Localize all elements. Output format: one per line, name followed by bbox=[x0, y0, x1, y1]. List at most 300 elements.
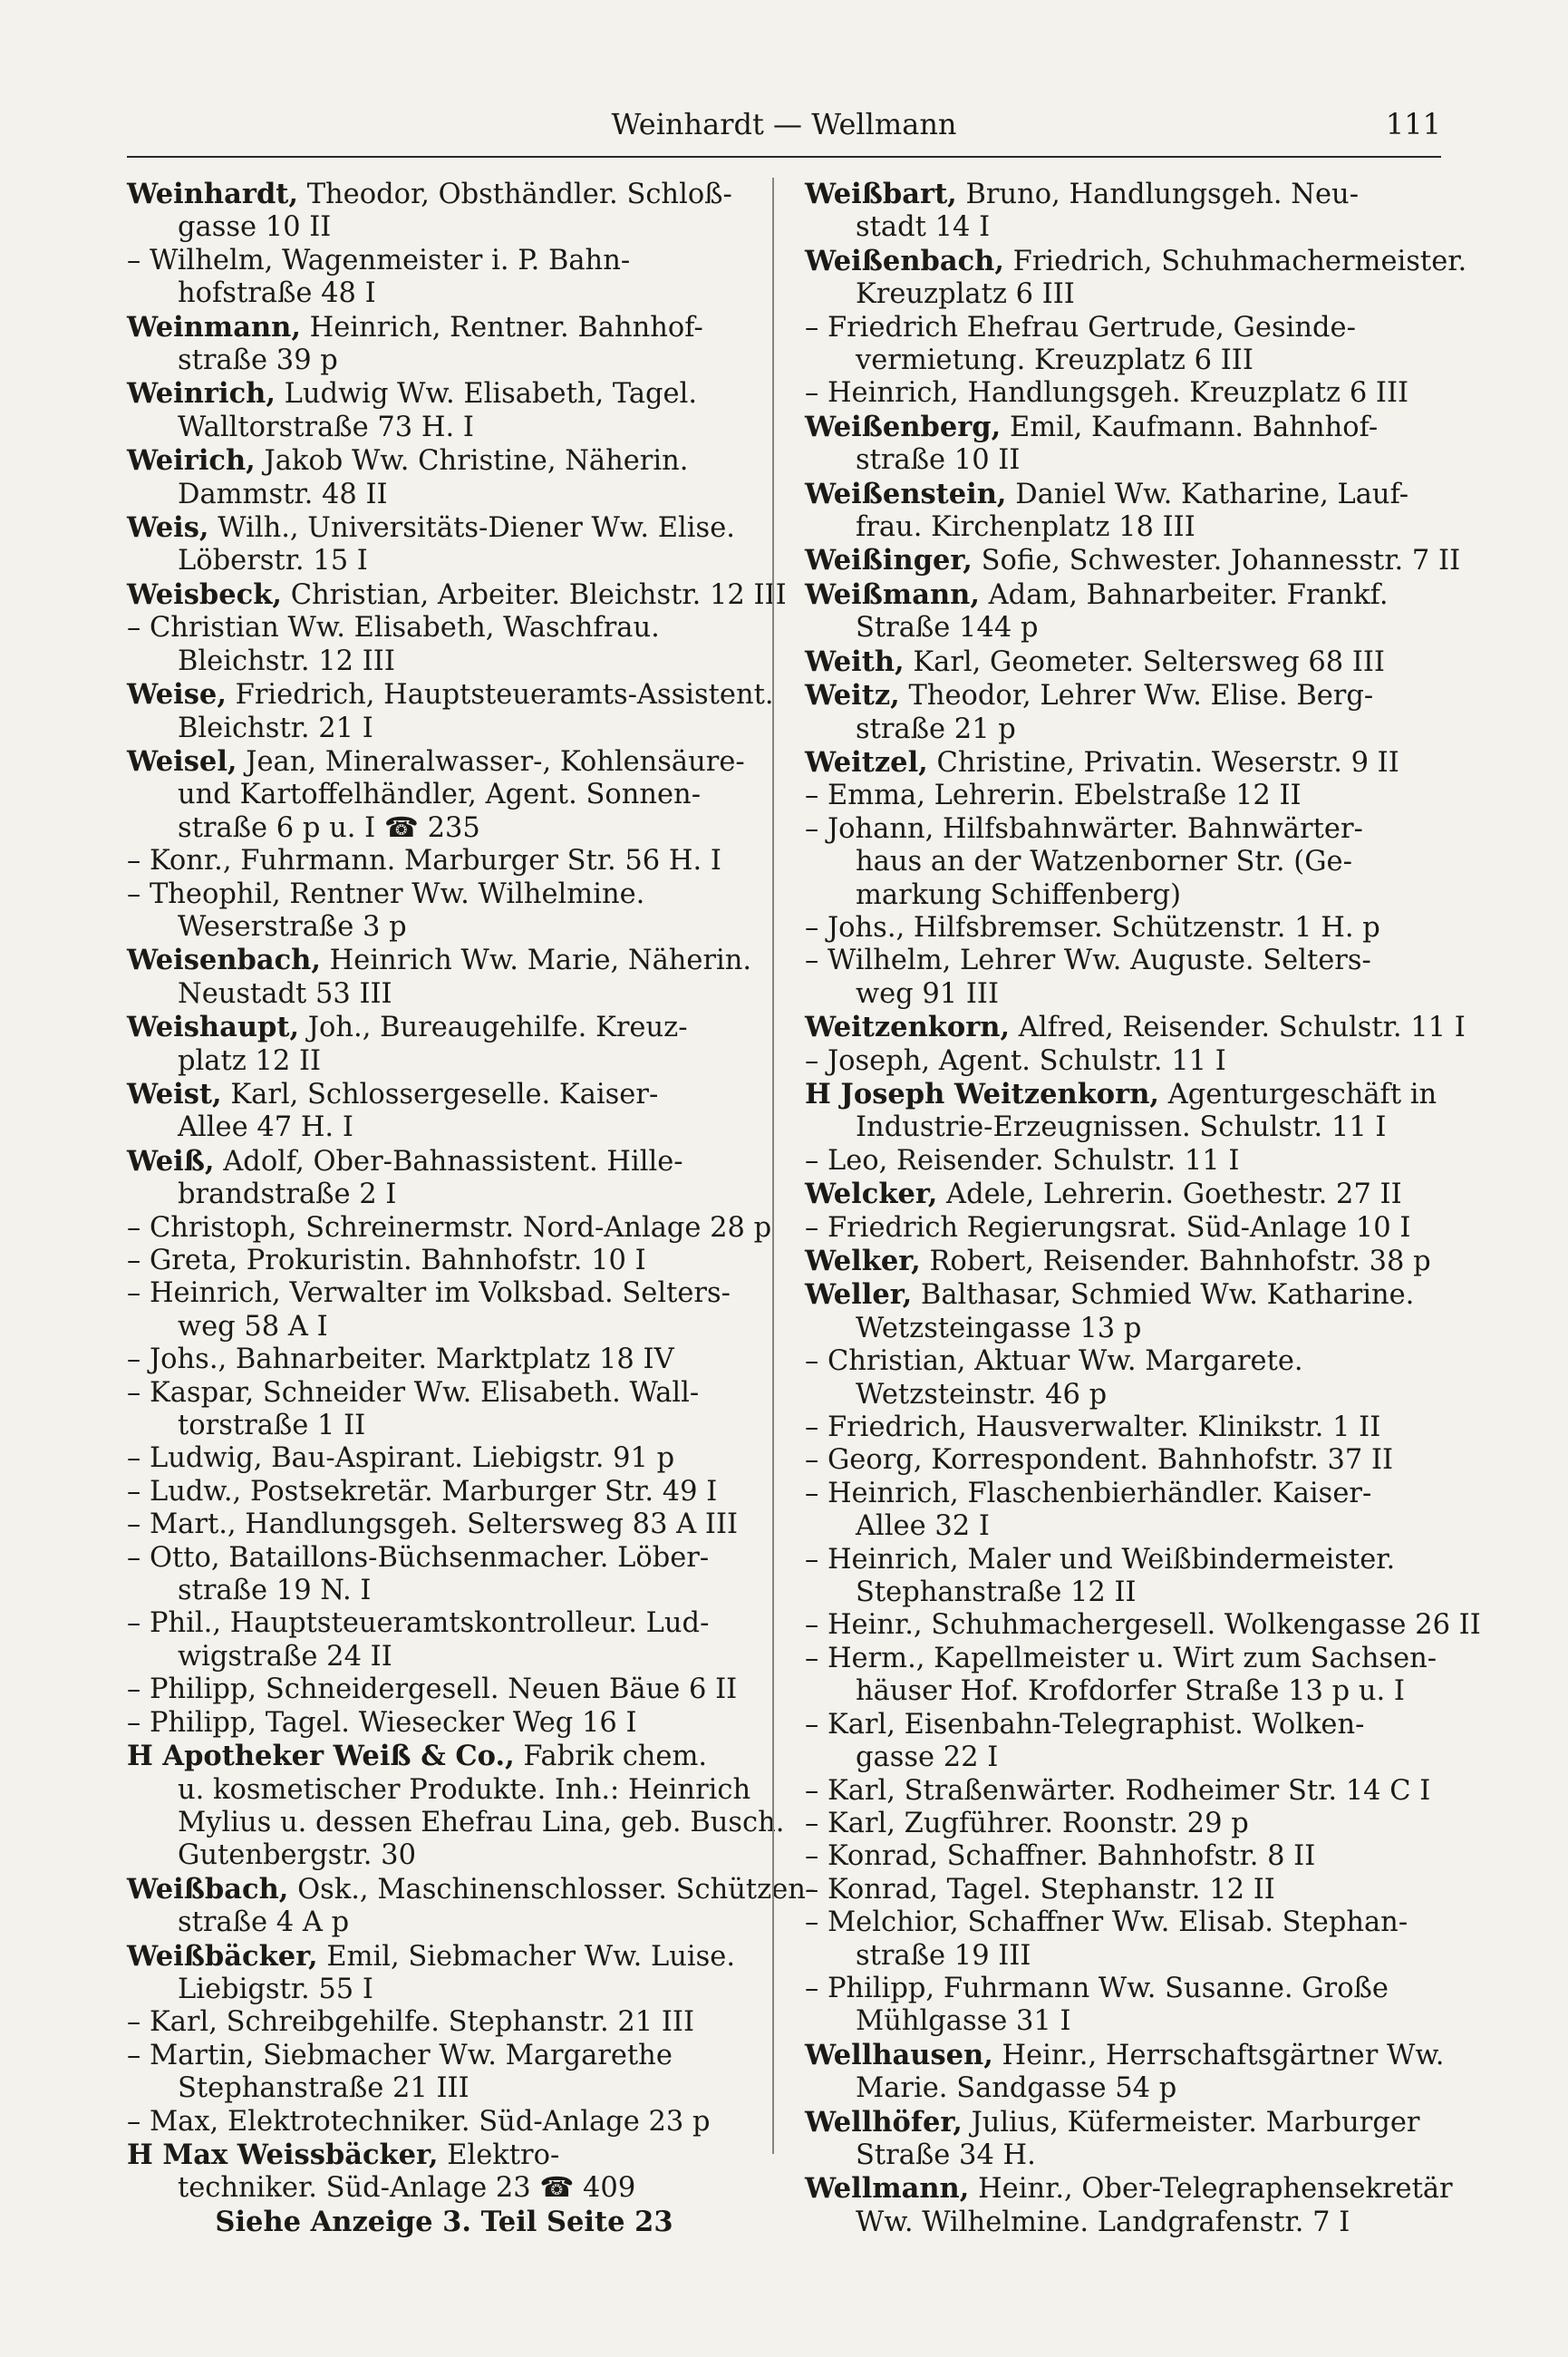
entry-text: – Johs., Hilfsbremser. Schützenstr. 1 H. p bbox=[805, 911, 1380, 944]
directory-entry bbox=[805, 1478, 1439, 1544]
entry-name: Weißenbach, bbox=[805, 244, 1004, 277]
entry-line bbox=[127, 2206, 761, 2238]
directory-entry bbox=[127, 1442, 761, 1475]
directory-entry bbox=[127, 444, 761, 511]
entry-line bbox=[127, 1442, 761, 1475]
entry-text: gasse 22 I bbox=[856, 1741, 999, 1774]
page-title: Weinhardt — Wellmann bbox=[611, 107, 957, 141]
directory-entry bbox=[127, 245, 761, 311]
entry-text: Dammstr. 48 II bbox=[178, 478, 388, 510]
entry-text: – Ludw., Postsekretär. Marburger Str. 49 I bbox=[127, 1475, 718, 1508]
entry-line bbox=[805, 1212, 1439, 1245]
entry-line bbox=[805, 1874, 1439, 1906]
entry-text: Straße 144 p bbox=[856, 612, 1039, 645]
entry-text: – Max, Elektrotechniker. Süd-Anlage 23 p bbox=[127, 2105, 711, 2138]
entry-name: Weißenberg, bbox=[805, 410, 1002, 443]
entry-name: Welcker, bbox=[805, 1178, 938, 1211]
entry-line bbox=[127, 2006, 761, 2039]
entry-line bbox=[127, 444, 761, 478]
entry-line bbox=[127, 779, 761, 811]
entry-name: Weißinger, bbox=[805, 544, 973, 577]
entry-line bbox=[805, 1808, 1439, 1840]
entry-text: – Christian, Aktuar Ww. Margarete. bbox=[805, 1345, 1303, 1378]
entry-text: Christian, Arbeiter. Bleichstr. 12 III bbox=[290, 578, 787, 611]
entry-text: – Greta, Prokuristin. Bahnhofstr. 10 I bbox=[127, 1245, 646, 1276]
entry-name: Weisenbach, bbox=[127, 944, 321, 977]
entry-text: Neustadt 53 III bbox=[178, 977, 392, 1010]
entry-text: Jean, Mineralwasser-, Kohlensäure- bbox=[246, 745, 745, 778]
directory-entry bbox=[127, 1011, 761, 1078]
entry-line bbox=[127, 978, 761, 1011]
entry-line bbox=[127, 1974, 761, 2006]
entry-line bbox=[127, 1111, 761, 1144]
entry-line bbox=[127, 1078, 761, 1111]
entry-text: frau. Kirchenplatz 18 III bbox=[856, 511, 1195, 544]
entry-line bbox=[805, 377, 1439, 410]
entry-name: H Max Weissbäcker, bbox=[127, 2138, 439, 2171]
entry-text: Marie. Sandgasse 54 p bbox=[856, 2072, 1177, 2105]
entry-text: – Theophil, Rentner Ww. Wilhelmine. bbox=[127, 878, 645, 910]
entry-text: Adele, Lehrerin. Goethestr. 27 II bbox=[946, 1178, 1402, 1211]
entry-line bbox=[127, 878, 761, 911]
entry-line bbox=[805, 912, 1439, 945]
entry-text: – Emma, Lehrerin. Ebelstraße 12 II bbox=[805, 780, 1302, 812]
entry-line bbox=[805, 780, 1439, 812]
entry-line bbox=[805, 1313, 1439, 1345]
entry-text: Theodor, Lehrer Ww. Elise. Berg- bbox=[908, 680, 1374, 713]
directory-entry bbox=[127, 1542, 761, 1608]
entry-line bbox=[127, 845, 761, 878]
directory-entry bbox=[805, 578, 1439, 645]
entry-text: – Joseph, Agent. Schulstr. 11 I bbox=[805, 1044, 1226, 1077]
entry-text: – Karl, Zugführer. Roonstr. 29 p bbox=[805, 1807, 1249, 1839]
entry-line bbox=[127, 511, 761, 545]
entry-text: straße 39 p bbox=[178, 344, 338, 377]
directory-entry bbox=[805, 645, 1439, 679]
directory-entry bbox=[127, 511, 761, 578]
entry-line bbox=[805, 1741, 1439, 1774]
directory-entry bbox=[127, 1343, 761, 1376]
left-column bbox=[127, 178, 816, 2238]
entry-line bbox=[127, 612, 761, 645]
entry-text: hofstraße 48 I bbox=[178, 277, 376, 310]
entry-name: Weller, bbox=[805, 1278, 913, 1312]
entry-name: Weis, bbox=[127, 511, 209, 545]
entry-line bbox=[127, 2172, 761, 2205]
entry-text: – Heinr., Schuhmachergesell. Wolkengasse 26 II bbox=[805, 1609, 1481, 1642]
entry-line bbox=[127, 1806, 785, 1839]
directory-entry bbox=[127, 1211, 772, 1245]
entry-text: – Ludwig, Bau-Aspirant. Liebigstr. 91 p bbox=[127, 1442, 675, 1475]
entry-line bbox=[127, 1211, 772, 1245]
entry-text: – Heinrich, Flaschenbierhändler. Kaiser- bbox=[805, 1477, 1372, 1509]
entry-text: – Johann, Hilfsbahnwärter. Bahnwärter- bbox=[805, 812, 1363, 845]
directory-entry bbox=[127, 2006, 761, 2039]
entry-text: straße 10 II bbox=[856, 444, 1021, 477]
directory-entry bbox=[127, 178, 761, 245]
entry-line bbox=[805, 478, 1439, 511]
entry-text: haus an der Watzenborner Str. (Ge- bbox=[856, 846, 1352, 878]
entry-text: – Heinrich, Handlungsgeh. Kreuzplatz 6 III bbox=[805, 377, 1409, 410]
entry-line bbox=[805, 1011, 1466, 1044]
running-head bbox=[127, 107, 1441, 150]
directory-entry bbox=[805, 244, 1467, 312]
entry-line bbox=[127, 1377, 761, 1410]
entry-name: Weisbeck, bbox=[127, 577, 282, 611]
entry-name: Weiß, bbox=[127, 1144, 215, 1178]
entry-line bbox=[805, 746, 1439, 780]
entry-text: – Karl, Schreibgehilfe. Stephanstr. 21 III bbox=[127, 2006, 694, 2039]
directory-entry bbox=[127, 1740, 785, 1873]
entry-line bbox=[805, 1840, 1439, 1873]
entry-text: Christine, Privatin. Weserstr. 9 II bbox=[936, 746, 1399, 779]
entry-line bbox=[127, 2072, 761, 2105]
entry-line bbox=[805, 2172, 1453, 2206]
entry-line bbox=[127, 1508, 761, 1541]
entry-text: techniker. Süd-Anlage 23 ☎ 409 bbox=[178, 2172, 636, 2205]
entry-name: Weist, bbox=[127, 1077, 222, 1111]
entry-line bbox=[127, 1641, 761, 1673]
directory-entry bbox=[127, 377, 761, 444]
entry-line bbox=[805, 1973, 1439, 2005]
entry-line bbox=[127, 412, 761, 444]
entry-line bbox=[127, 1245, 761, 1277]
entry-text: – Christoph, Schreinermstr. Nord-Anlage 28 p bbox=[127, 1211, 772, 1244]
entry-name: Wellhöfer, bbox=[805, 2105, 963, 2139]
entry-text: und Kartoffelhändler, Agent. Sonnen- bbox=[178, 779, 701, 811]
entry-text: Bleichstr. 21 I bbox=[178, 712, 373, 744]
entry-line bbox=[127, 545, 761, 577]
entry-text: – Karl, Eisenbahn-Telegraphist. Wolken- bbox=[805, 1708, 1365, 1741]
entry-text: Daniel Ww. Katharine, Lauf- bbox=[1015, 478, 1409, 510]
entry-line bbox=[127, 911, 761, 944]
entry-text: straße 21 p bbox=[856, 713, 1016, 745]
entry-name: Weirich, bbox=[127, 444, 256, 478]
entry-text: Siehe Anzeige 3. Teil Seite 23 bbox=[215, 2205, 673, 2238]
directory-entry bbox=[805, 1973, 1439, 2039]
entry-line bbox=[127, 1707, 761, 1740]
entry-name: Wellmann, bbox=[805, 2172, 970, 2206]
directory-entry bbox=[805, 1775, 1439, 1808]
entry-text: – Georg, Korrespondent. Bahnhofstr. 37 II bbox=[805, 1444, 1394, 1477]
entry-text: Emil, Siebmacher Ww. Luise. bbox=[326, 1940, 736, 1973]
entry-text: straße 19 III bbox=[856, 1939, 1031, 1972]
directory-entry bbox=[805, 1544, 1439, 1610]
entry-name: H Apotheker Weiß & Co., bbox=[127, 1740, 515, 1773]
entry-name: Weitzel, bbox=[805, 745, 928, 779]
entry-text: Ww. Wilhelmine. Landgrafenstr. 7 I bbox=[856, 2206, 1350, 2238]
entry-text: wigstraße 24 II bbox=[178, 1640, 392, 1673]
directory-entry bbox=[127, 1377, 761, 1443]
entry-line bbox=[805, 1478, 1439, 1510]
entry-text: Weserstraße 3 p bbox=[178, 910, 407, 943]
entry-text: – Herm., Kapellmeister u. Wirt zum Sachsen- bbox=[805, 1642, 1437, 1674]
entry-text: Liebigstr. 55 I bbox=[178, 1973, 373, 2005]
entry-line bbox=[127, 1673, 761, 1706]
directory-entry bbox=[805, 746, 1439, 780]
entry-text: Wetzsteinstr. 46 p bbox=[856, 1378, 1108, 1411]
entry-line bbox=[805, 713, 1439, 746]
entry-text: vermietung. Kreuzplatz 6 III bbox=[856, 344, 1253, 377]
directory-entry bbox=[805, 478, 1439, 545]
directory-entry bbox=[127, 1245, 761, 1277]
entry-text: Friedrich, Hauptsteueramts-Assistent. bbox=[235, 679, 774, 712]
entry-line bbox=[127, 211, 761, 244]
entry-line bbox=[805, 1576, 1439, 1609]
entry-text: – Melchior, Schaffner Ww. Elisab. Stephan- bbox=[805, 1906, 1408, 1939]
entry-text: Bruno, Handlungsgeh. Neu- bbox=[965, 179, 1359, 210]
directory-entry bbox=[805, 1278, 1439, 1345]
entry-name: Weißbach, bbox=[127, 1872, 289, 1906]
entry-line bbox=[805, 612, 1439, 645]
entry-text: torstraße 1 II bbox=[178, 1410, 366, 1442]
right-column bbox=[805, 178, 1481, 2239]
entry-text: Ludwig Ww. Elisabeth, Tagel. bbox=[284, 378, 698, 411]
directory-entry bbox=[805, 1808, 1439, 1840]
entry-text: – Heinrich, Verwalter im Volksbad. Selters- bbox=[127, 1277, 731, 1310]
entry-text: – Konrad, Tagel. Stephanstr. 12 II bbox=[805, 1873, 1275, 1906]
entry-line bbox=[805, 411, 1439, 444]
directory-entry bbox=[127, 845, 761, 878]
entry-text: Sofie, Schwester. Johannesstr. 7 II bbox=[981, 545, 1461, 577]
directory-entry bbox=[805, 1078, 1439, 1145]
entry-text: Julius, Küfermeister. Marburger bbox=[971, 2106, 1420, 2139]
column-divider bbox=[772, 178, 774, 2154]
entry-name: Weinrich, bbox=[127, 377, 276, 411]
entry-line bbox=[127, 944, 761, 977]
entry-text: Allee 47 H. I bbox=[178, 1111, 353, 1144]
entry-text: Straße 34 H. bbox=[856, 2139, 1036, 2171]
entry-text: Fabrik chem. bbox=[523, 1741, 708, 1773]
entry-name: Weise, bbox=[127, 678, 227, 712]
entry-line bbox=[805, 1444, 1439, 1477]
entry-line bbox=[805, 1145, 1439, 1178]
entry-text: Wetzsteingasse 13 p bbox=[856, 1312, 1142, 1344]
entry-name: Weitz, bbox=[805, 679, 900, 713]
directory-entry bbox=[805, 945, 1439, 1011]
entry-line bbox=[127, 1774, 761, 1807]
entry-text: Elektro- bbox=[447, 2139, 560, 2171]
directory-entry bbox=[805, 178, 1439, 245]
entry-line bbox=[127, 1542, 761, 1575]
entry-text: – Wilhelm, Lehrer Ww. Auguste. Selters- bbox=[805, 945, 1371, 977]
directory-entry bbox=[805, 1609, 1481, 1642]
directory-entry bbox=[127, 1872, 816, 1940]
entry-text: – Johs., Bahnarbeiter. Marktplatz 18 IV bbox=[127, 1343, 674, 1376]
entry-line bbox=[127, 1145, 761, 1178]
entry-line bbox=[127, 1740, 761, 1773]
entry-text: Stephanstraße 21 III bbox=[178, 2072, 469, 2105]
entry-line bbox=[805, 1245, 1439, 1278]
entry-text: – Konr., Fuhrmann. Marburger Str. 56 H. I bbox=[127, 845, 721, 878]
entry-text: Alfred, Reisender. Schulstr. 11 I bbox=[1018, 1012, 1466, 1044]
directory-entry bbox=[805, 813, 1439, 912]
directory-entry bbox=[127, 2139, 761, 2206]
directory-entry bbox=[127, 944, 761, 1011]
entry-text: Osk., Maschinenschlosser. Schützen- bbox=[297, 1873, 816, 1906]
entry-line bbox=[805, 1906, 1439, 1939]
entry-line bbox=[127, 1872, 816, 1906]
directory-entry bbox=[127, 1277, 761, 1343]
entry-text: Adolf, Ober-Bahnassistent. Hille- bbox=[223, 1145, 683, 1178]
entry-line bbox=[805, 1411, 1439, 1444]
directory-entry bbox=[805, 1245, 1439, 1278]
directory-entry bbox=[805, 1840, 1439, 1873]
entry-text: Joh., Bureaugehilfe. Kreuz- bbox=[307, 1012, 688, 1044]
directory-entry bbox=[127, 745, 761, 845]
entry-line bbox=[805, 1045, 1439, 1078]
entry-text: Agenturgeschäft in bbox=[1167, 1078, 1437, 1111]
directory-entry bbox=[127, 878, 761, 945]
entry-text: – Friedrich, Hausverwalter. Klinikstr. 1 II bbox=[805, 1411, 1381, 1444]
entry-text: – Martin, Siebmacher Ww. Margarethe bbox=[127, 2039, 673, 2071]
directory-entry bbox=[805, 544, 1461, 577]
entry-text: Walltorstraße 73 H. I bbox=[178, 411, 474, 443]
entry-text: – Leo, Reisender. Schulstr. 11 I bbox=[805, 1144, 1240, 1177]
entry-line bbox=[127, 1607, 761, 1640]
directory-entry bbox=[805, 2038, 1445, 2106]
entry-line bbox=[127, 1343, 761, 1376]
entry-line bbox=[127, 245, 761, 277]
entry-text: Gutenbergstr. 30 bbox=[178, 1839, 416, 1872]
entry-name: Weißenstein, bbox=[805, 477, 1007, 510]
entry-name: Weißbart, bbox=[805, 178, 957, 210]
entry-line bbox=[127, 377, 761, 411]
entry-line bbox=[805, 578, 1439, 612]
directory-entry bbox=[127, 2106, 761, 2139]
entry-line bbox=[805, 1643, 1439, 1675]
entry-text: – Philipp, Schneidergesell. Neuen Bäue 6 II bbox=[127, 1673, 738, 1706]
entry-text: – Phil., Hauptsteueramtskontrolleur. Lud- bbox=[127, 1607, 710, 1640]
entry-name: Welker, bbox=[805, 1245, 921, 1277]
entry-line bbox=[805, 1940, 1439, 1973]
entry-text: straße 6 p u. I ☎ 235 bbox=[178, 811, 480, 844]
entry-line bbox=[805, 1510, 1439, 1543]
entry-line bbox=[805, 2072, 1439, 2105]
entry-line bbox=[127, 1575, 761, 1607]
directory-entry bbox=[127, 1673, 761, 1706]
directory-entry bbox=[805, 2172, 1453, 2239]
entry-text: weg 91 III bbox=[856, 977, 1000, 1010]
entry-text: Industrie-Erzeugnissen. Schulstr. 11 I bbox=[856, 1111, 1387, 1144]
entry-name: Weishaupt, bbox=[127, 1011, 300, 1044]
entry-text: Heinrich Ww. Marie, Näherin. bbox=[329, 945, 752, 977]
entry-line bbox=[127, 178, 761, 211]
directory-entry bbox=[805, 1643, 1439, 1709]
directory-entry bbox=[127, 1940, 761, 2007]
entry-line bbox=[805, 544, 1461, 577]
entry-line bbox=[805, 978, 1439, 1011]
entry-line bbox=[127, 745, 761, 779]
entry-name: Weißmann, bbox=[805, 577, 980, 611]
entry-line bbox=[127, 311, 761, 344]
entry-line bbox=[805, 1379, 1439, 1411]
entry-text: brandstraße 2 I bbox=[178, 1178, 397, 1211]
directory-entry bbox=[127, 1476, 761, 1508]
directory-entry bbox=[805, 679, 1439, 746]
entry-text: platz 12 II bbox=[178, 1044, 322, 1077]
directory-entry bbox=[805, 1906, 1439, 1973]
entry-line bbox=[805, 444, 1439, 477]
entry-line bbox=[127, 277, 761, 310]
entry-text: – Christian Ww. Elisabeth, Waschfrau. bbox=[127, 612, 660, 645]
entry-text: Kreuzplatz 6 III bbox=[856, 278, 1075, 311]
entry-text: Mühlgasse 31 I bbox=[856, 2005, 1071, 2038]
entry-name: Weitzenkorn, bbox=[805, 1011, 1011, 1044]
directory-entry bbox=[805, 1411, 1439, 1444]
entry-text: – Wilhelm, Wagenmeister i. P. Bahn- bbox=[127, 244, 631, 276]
entry-line bbox=[805, 1278, 1439, 1312]
entry-line bbox=[805, 344, 1439, 377]
directory-entry bbox=[127, 1707, 761, 1740]
entry-text: u. kosmetischer Produkte. Inh.: Heinrich bbox=[178, 1773, 751, 1806]
entry-line bbox=[805, 211, 1439, 244]
entry-line bbox=[127, 1311, 761, 1343]
entry-line bbox=[805, 1345, 1439, 1378]
directory-entry bbox=[805, 377, 1439, 410]
entry-line bbox=[127, 2106, 761, 2139]
entry-line bbox=[127, 1839, 761, 1872]
directory-entry bbox=[805, 1011, 1466, 1044]
directory-entry bbox=[127, 2206, 761, 2238]
entry-name: Weith, bbox=[805, 645, 905, 678]
directory-entry bbox=[127, 311, 761, 378]
entry-text: weg 58 A I bbox=[178, 1310, 328, 1343]
entry-line bbox=[805, 178, 1439, 211]
entry-line bbox=[805, 1111, 1439, 1144]
directory-entry bbox=[805, 780, 1439, 812]
entry-text: Karl, Geometer. Seltersweg 68 III bbox=[913, 645, 1385, 678]
entry-line bbox=[127, 678, 774, 712]
header-rule bbox=[127, 156, 1441, 158]
entry-text: – Heinrich, Maler und Weißbindermeister. bbox=[805, 1543, 1396, 1576]
entry-text: – Mart., Handlungsgeh. Seltersweg 83 A III bbox=[127, 1508, 739, 1541]
entry-text: – Konrad, Schaffner. Bahnhofstr. 8 II bbox=[805, 1840, 1316, 1873]
entry-text: Balthasar, Schmied Ww. Katharine. bbox=[920, 1279, 1415, 1312]
entry-text: Jakob Ww. Christine, Näherin. bbox=[264, 445, 689, 478]
entry-line bbox=[805, 1675, 1439, 1708]
entry-text: – Otto, Bataillons-Büchsenmacher. Löber- bbox=[127, 1541, 710, 1574]
entry-line bbox=[805, 679, 1439, 713]
entry-line bbox=[805, 846, 1439, 878]
entry-name: Weißbäcker, bbox=[127, 1939, 318, 1973]
entry-text: Heinrich, Rentner. Bahnhof- bbox=[309, 311, 703, 344]
entry-line bbox=[805, 2207, 1439, 2239]
entry-line bbox=[127, 344, 761, 377]
entry-name: Weinhardt, bbox=[127, 178, 298, 210]
entry-line bbox=[805, 945, 1439, 977]
entry-line bbox=[805, 1775, 1439, 1808]
entry-text: – Philipp, Tagel. Wiesecker Weg 16 I bbox=[127, 1706, 637, 1739]
entry-text: – Philipp, Fuhrmann Ww. Susanne. Große bbox=[805, 1972, 1389, 2004]
entry-line bbox=[805, 1078, 1439, 1111]
entry-name: Weisel, bbox=[127, 744, 237, 778]
entry-line bbox=[127, 479, 761, 511]
entry-line bbox=[805, 645, 1439, 679]
entry-line bbox=[127, 1410, 761, 1442]
entry-text: Wilh., Universitäts-Diener Ww. Elise. bbox=[218, 512, 735, 545]
entry-line bbox=[127, 713, 761, 745]
directory-entry bbox=[127, 1607, 761, 1673]
entry-text: markung Schiffenberg) bbox=[856, 878, 1181, 911]
directory-entry bbox=[127, 612, 761, 678]
directory-entry bbox=[127, 2040, 761, 2106]
entry-text: – Friedrich Regierungsrat. Süd-Anlage 10 I bbox=[805, 1211, 1411, 1244]
entry-line bbox=[805, 2038, 1445, 2072]
entry-line bbox=[127, 645, 761, 678]
entry-line bbox=[127, 1277, 761, 1310]
entry-text: straße 4 A p bbox=[178, 1906, 350, 1939]
